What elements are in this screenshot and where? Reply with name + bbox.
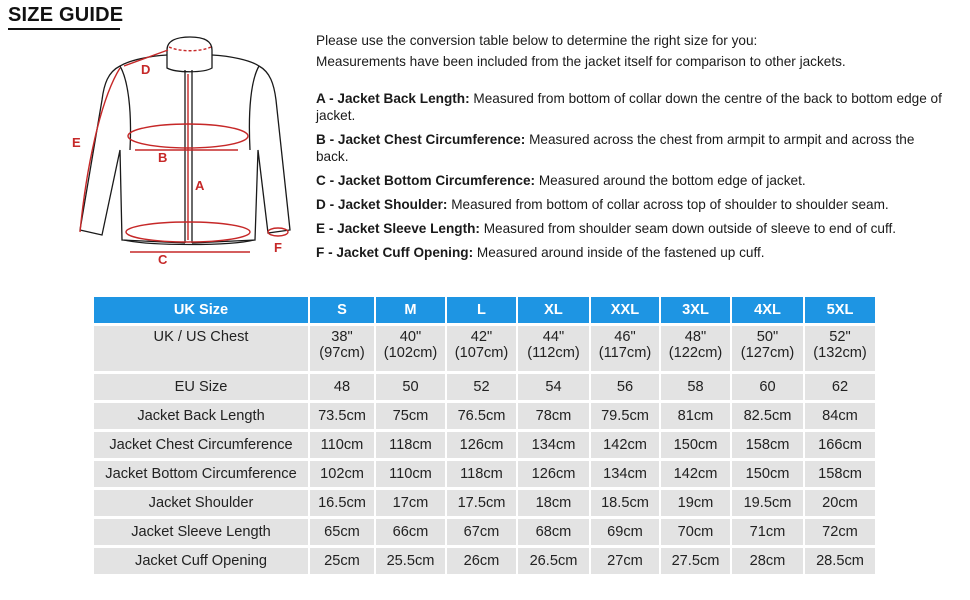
table-cell: 25cm xyxy=(310,548,374,574)
table-cell: 54 xyxy=(518,374,589,400)
table-cell: 134cm xyxy=(591,461,659,487)
table-cell: 68cm xyxy=(518,519,589,545)
table-cell: 71cm xyxy=(732,519,803,545)
table-cell: 27cm xyxy=(591,548,659,574)
table-header-row xyxy=(94,297,875,323)
header-size: M xyxy=(376,297,445,323)
measure-line-e xyxy=(80,68,120,232)
table-cell: 66cm xyxy=(376,519,445,545)
table-cell: 19cm xyxy=(661,490,730,516)
table-cell: 78cm xyxy=(518,403,589,429)
chest-cell: 38" (97cm) xyxy=(310,326,374,371)
table-row xyxy=(94,519,875,545)
definition-a: A - Jacket Back Length: Measured from bottom of collar down the centre of the back to bottom edge of jacket. xyxy=(316,91,942,123)
table-cell: 158cm xyxy=(805,461,875,487)
table-cell: 84cm xyxy=(805,403,875,429)
chest-cell: 52" (132cm) xyxy=(805,326,875,371)
definition-d: D - Jacket Shoulder: Measured from bottom of collar across top of shoulder to shoulder seam. xyxy=(316,197,889,212)
table-cell: 150cm xyxy=(732,461,803,487)
measure-lines xyxy=(80,47,288,252)
table-cell: 65cm xyxy=(310,519,374,545)
table-cell: 62 xyxy=(805,374,875,400)
table-cell: 18cm xyxy=(518,490,589,516)
table-cell: 17.5cm xyxy=(447,490,516,516)
table-cell: 102cm xyxy=(310,461,374,487)
row-label: Jacket Chest Circumference xyxy=(94,432,308,458)
table-cell: 50 xyxy=(376,374,445,400)
table-cell: 75cm xyxy=(376,403,445,429)
row-label: Jacket Sleeve Length xyxy=(94,519,308,545)
header-size: 3XL xyxy=(661,297,730,323)
label-c: C xyxy=(158,252,168,267)
table-row xyxy=(94,432,875,458)
table-cell: 142cm xyxy=(591,432,659,458)
table-cell: 25.5cm xyxy=(376,548,445,574)
definition-e: E - Jacket Sleeve Length: Measured from shoulder seam down outside of sleeve to end of cuff. xyxy=(316,221,897,236)
table-row-chest xyxy=(94,326,875,371)
table-row xyxy=(94,548,875,574)
table-cell: 28.5cm xyxy=(805,548,875,574)
label-f: F xyxy=(274,240,282,255)
table-cell: 76.5cm xyxy=(447,403,516,429)
chest-cell: 50" (127cm) xyxy=(732,326,803,371)
table-cell: 110cm xyxy=(376,461,445,487)
table-row xyxy=(94,403,875,429)
table-cell: 19.5cm xyxy=(732,490,803,516)
label-e: E xyxy=(72,135,81,150)
row-label: Jacket Cuff Opening xyxy=(94,548,308,574)
row-label: EU Size xyxy=(94,374,308,400)
jacket-diagram xyxy=(60,32,300,267)
table-cell: 58 xyxy=(661,374,730,400)
table-cell: 69cm xyxy=(591,519,659,545)
table-cell: 67cm xyxy=(447,519,516,545)
table-cell: 166cm xyxy=(805,432,875,458)
table-cell: 20cm xyxy=(805,490,875,516)
table-cell: 26.5cm xyxy=(518,548,589,574)
table-cell: 73.5cm xyxy=(310,403,374,429)
table-row xyxy=(94,490,875,516)
row-label: UK / US Chest xyxy=(94,326,308,371)
jacket-outline xyxy=(80,37,290,245)
table-row xyxy=(94,374,875,400)
chest-cell: 48" (122cm) xyxy=(661,326,730,371)
chest-cell: 46" (117cm) xyxy=(591,326,659,371)
table-cell: 18.5cm xyxy=(591,490,659,516)
intro-line-2: Measurements have been included from the jacket itself for comparison to other jackets. xyxy=(316,54,846,69)
header-size: 4XL xyxy=(732,297,803,323)
table-cell: 56 xyxy=(591,374,659,400)
table-cell: 118cm xyxy=(376,432,445,458)
header-size: L xyxy=(447,297,516,323)
table-cell: 60 xyxy=(732,374,803,400)
table-cell: 118cm xyxy=(447,461,516,487)
table-cell: 81cm xyxy=(661,403,730,429)
header-size: XXL xyxy=(591,297,659,323)
label-d: D xyxy=(141,62,151,77)
table-cell: 79.5cm xyxy=(591,403,659,429)
title-underline xyxy=(8,28,120,30)
intro-text xyxy=(316,30,956,72)
table-cell: 27.5cm xyxy=(661,548,730,574)
header-size: XL xyxy=(518,297,589,323)
table-cell: 26cm xyxy=(447,548,516,574)
definition-c: C - Jacket Bottom Circumference: Measured around the bottom edge of jacket. xyxy=(316,173,806,188)
table-cell: 158cm xyxy=(732,432,803,458)
table-cell: 52 xyxy=(447,374,516,400)
page-title: SIZE GUIDE xyxy=(8,4,124,26)
table-cell: 17cm xyxy=(376,490,445,516)
table-cell: 72cm xyxy=(805,519,875,545)
row-label: Jacket Bottom Circumference xyxy=(94,461,308,487)
table-row xyxy=(94,461,875,487)
table-cell: 126cm xyxy=(518,461,589,487)
table-cell: 142cm xyxy=(661,461,730,487)
definition-f: F - Jacket Cuff Opening: Measured around inside of the fastened up cuff. xyxy=(316,245,765,260)
table-cell: 150cm xyxy=(661,432,730,458)
table-cell: 48 xyxy=(310,374,374,400)
label-b: B xyxy=(158,150,168,165)
label-a: A xyxy=(195,178,205,193)
header-size: S xyxy=(310,297,374,323)
intro-line-1: Please use the conversion table below to determine the right size for you: xyxy=(316,33,758,48)
row-label: Jacket Shoulder xyxy=(94,490,308,516)
chest-cell: 44" (112cm) xyxy=(518,326,589,371)
definition-b: B - Jacket Chest Circumference: Measured across the chest from armpit to armpit and across the back. xyxy=(316,132,915,164)
table-cell: 28cm xyxy=(732,548,803,574)
table-cell: 70cm xyxy=(661,519,730,545)
row-label: Jacket Back Length xyxy=(94,403,308,429)
table-cell: 126cm xyxy=(447,432,516,458)
table-cell: 16.5cm xyxy=(310,490,374,516)
header-size: 5XL xyxy=(805,297,875,323)
table-cell: 82.5cm xyxy=(732,403,803,429)
chest-cell: 40" (102cm) xyxy=(376,326,445,371)
chest-cell: 42" (107cm) xyxy=(447,326,516,371)
table-cell: 134cm xyxy=(518,432,589,458)
measurement-definitions xyxy=(316,90,946,268)
header-uk-size: UK Size xyxy=(94,297,308,323)
table-cell: 110cm xyxy=(310,432,374,458)
size-table xyxy=(92,294,877,577)
